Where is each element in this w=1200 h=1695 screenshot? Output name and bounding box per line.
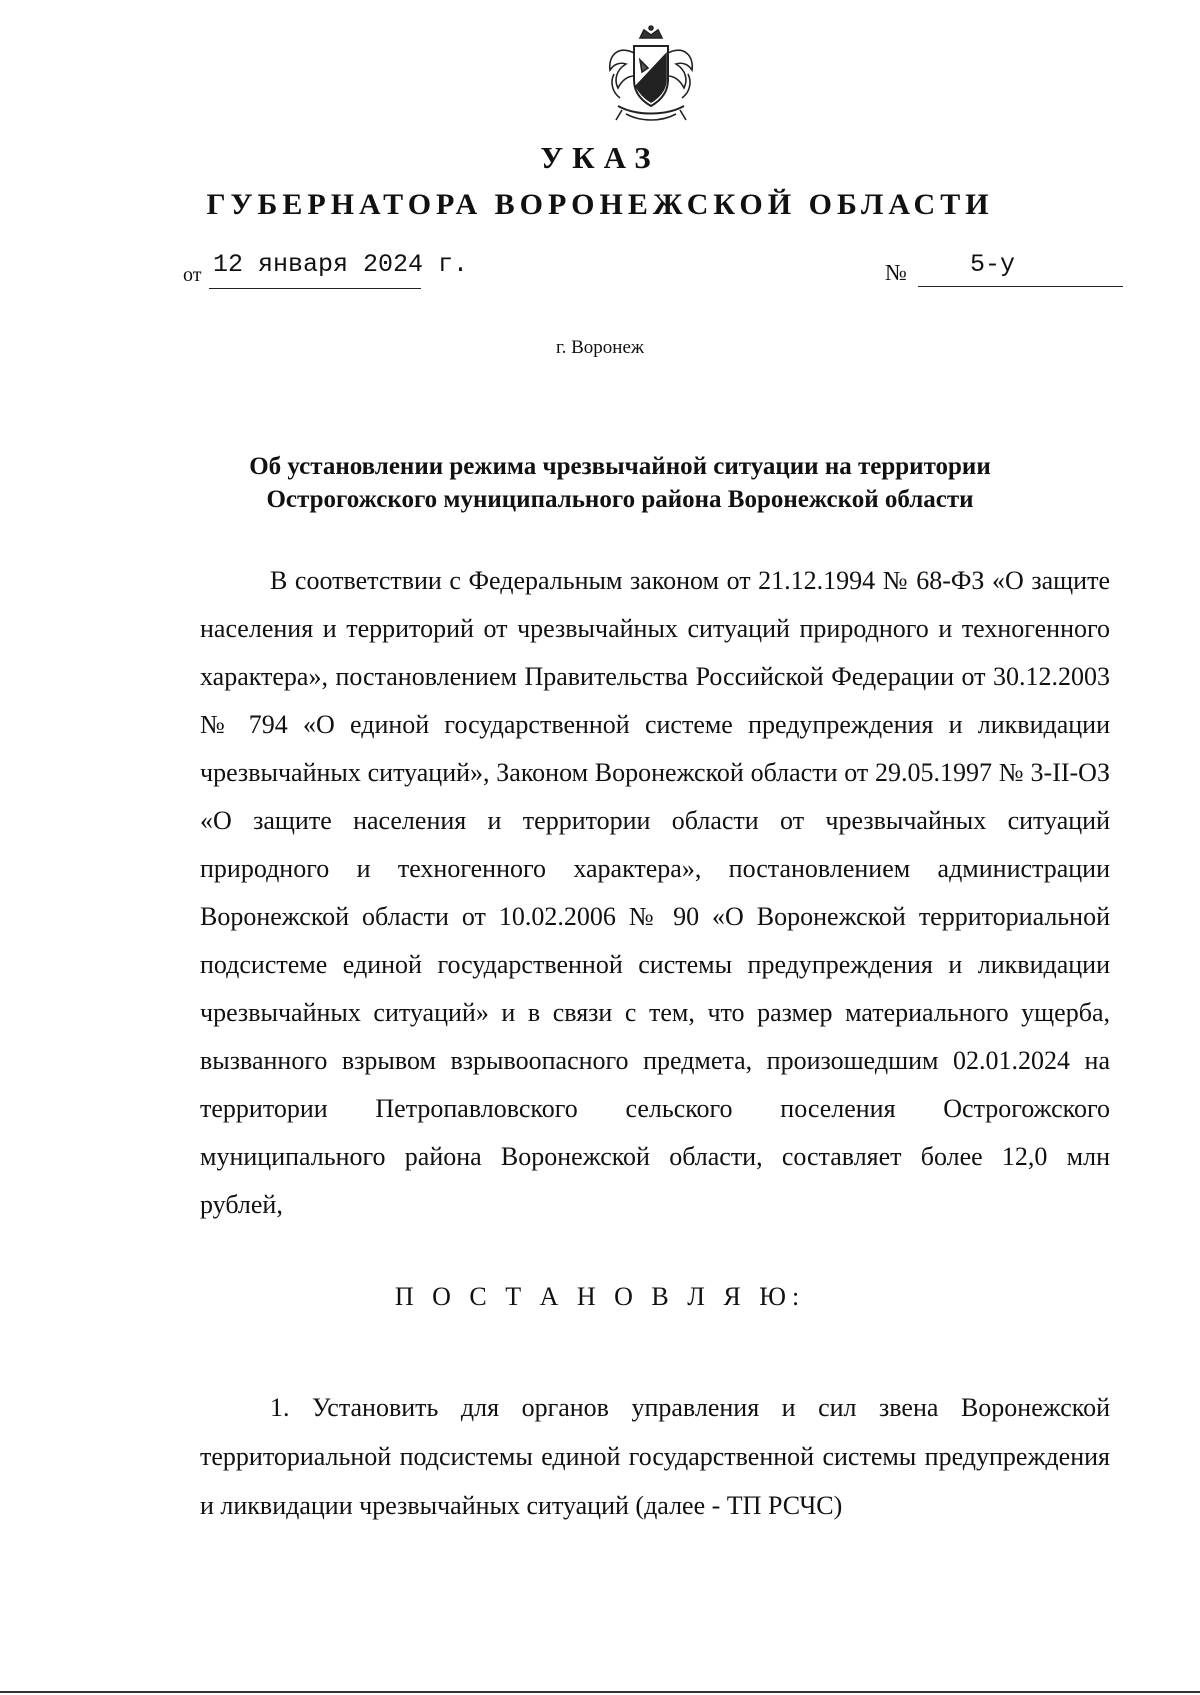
- date-underline: [209, 288, 421, 289]
- number-underline: [918, 286, 1123, 287]
- coat-of-arms-icon: [596, 24, 706, 126]
- date-value: 12 января 2024 г.: [213, 250, 469, 279]
- preamble-paragraph: В соответствии с Федеральным законом от 21.12.1994 № 68-ФЗ «О защите населения и территорий от чрезвычайных ситуаций природного и техногенного характера», постановлением Правительства Российской Федерации от 30.12.2003 № 794 «О единой государственной системе предупреждения и ликвидации чрезвычайных ситуаций», Законом Воронежской области от 29.05.1997 № 3-II-ОЗ «О защите населения и территории области от чрезвычайных ситуаций природного и техногенного характера», постановлением администрации Воронежской области от 10.02.2006 № 90 «О Воронежской территориальной подсистеме единой государственной системы предупреждения и ликвидации чрезвычайных ситуаций» и в связи с тем, что размер материального ущерба, вызванного взрывом взрывоопасного предмета, произошедшим 02.01.2024 на территории Петропавловского сельского поселения Острогожского муниципального района Воронежской области, составляет более 12,0 млн рублей,: [200, 566, 1110, 1219]
- document-issuer: ГУБЕРНАТОРА ВОРОНЕЖСКОЙ ОБЛАСТИ: [206, 188, 994, 221]
- document-title: УКАЗ: [540, 140, 660, 175]
- city-label: г. Воронеж: [555, 337, 645, 358]
- point-1-paragraph: 1. Установить для органов управления и сил звена Воронежской территориальной подсистемы единой государственной системы предупреждения и ликвидации чрезвычайных ситуаций (далее - ТП РСЧС): [200, 1393, 1110, 1520]
- number-value: 5-у: [970, 250, 1016, 279]
- page-bottom-rule: [0, 1691, 1200, 1693]
- document-subject: Об установлении режима чрезвычайной ситуации на территории Острогожского муниципального района Воронежской области: [249, 453, 991, 513]
- date-prefix: от: [183, 264, 202, 286]
- number-field: [885, 250, 1125, 290]
- decree-word: П О С Т А Н О В Л Я Ю:: [394, 1282, 806, 1311]
- number-prefix: №: [885, 260, 907, 285]
- date-field: [183, 250, 483, 290]
